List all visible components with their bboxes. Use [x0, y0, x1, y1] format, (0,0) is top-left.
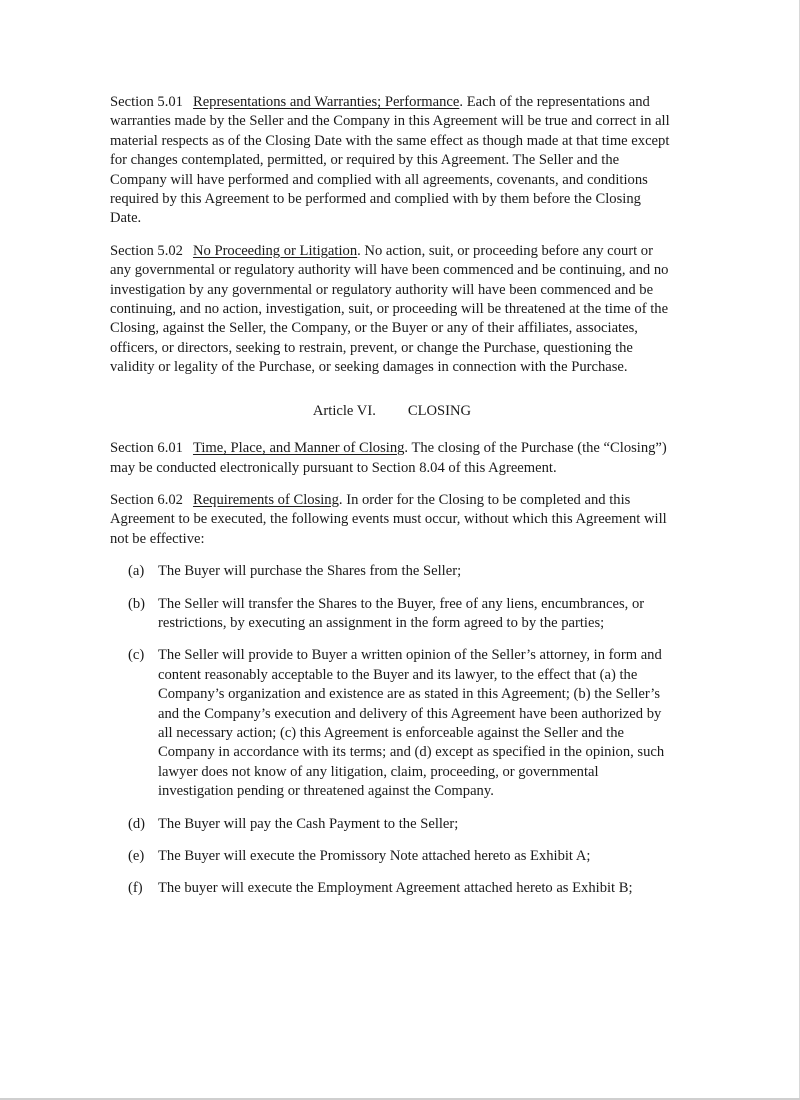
- list-item: [128, 815, 674, 834]
- item-label: (d): [128, 815, 146, 832]
- list-item: [128, 562, 674, 581]
- item-text: The Buyer will purchase the Shares from the Seller;: [158, 563, 462, 580]
- list-item: [128, 646, 674, 801]
- section-number: Section 6.02: [110, 491, 183, 508]
- section-body: . Each of the representations and warranties made by the Seller and the Company in this Agreement will be true and correct in all material respects as of the Closing Date with the same effect as though made at that time except for changes contemplated, permitted, or required by this Agreement. The Seller and the Company will have performed and complied with all agreements, covenants, and conditions required by this Agreement to be performed and complied with by them before the Closing Date.: [110, 94, 670, 227]
- section-body: . No action, suit, or proceeding before any court or any governmental or regulatory authority will have been commenced and be continuing, and no investigation by any governmental or regulatory authority will have been commenced and be continuing, and no action, investigation, suit, or proceeding will be threatened at the time of the Closing, against the Seller, the Company, or the Buyer or any of their affiliates, associates, officers, or directors, seeking to restrain, prevent, or change the Purchase, questioning the validity or legality of the Purchase, or seeking damages in connection with the Purchase.: [110, 242, 669, 376]
- section-body: . In order for the Closing to be completed and this Agreement to be executed, the following events must occur, without which this Agreement will not be effective:: [110, 491, 667, 547]
- item-label: (e): [128, 848, 145, 864]
- section-5-02: [110, 242, 674, 378]
- section-number: Section 6.01: [110, 440, 183, 457]
- article-heading: [110, 402, 674, 421]
- item-label: (c): [128, 647, 145, 664]
- section-number: Section 5.02: [110, 242, 183, 259]
- document-page: [110, 93, 674, 912]
- section-title: Time, Place, and Manner of Closing: [192, 440, 405, 457]
- item-text: The Seller will provide to Buyer a written opinion of the Seller’s attorney, in form and content reasonably acceptable to the Buyer and its lawyer, to the effect that (a) the Company’s organization and existence are as stated in this Agreement; (b) the Seller’s and the Company’s execution and delivery of this Agreement have been authorized by all necessary action; (c) this Agreement is enforceable against the Seller and the Company in accordance with its terms; and (d) except as specified in the opinion, such lawyer does not know of any litigation, claim, proceeding, or governmental investigation pending or threatened against the Company.: [158, 647, 665, 800]
- item-text: The Buyer will pay the Cash Payment to the Seller;: [158, 815, 459, 832]
- item-text: The Buyer will execute the Promissory Note attached hereto as Exhibit A;: [158, 848, 591, 864]
- list-item: [128, 879, 674, 898]
- section-number: Section 5.01: [110, 94, 183, 110]
- item-text: The Seller will transfer the Shares to the Buyer, free of any liens, encumbrances, or restrictions, by executing an assignment in the form agreed to by the parties;: [158, 595, 645, 631]
- item-label: (f): [128, 880, 143, 897]
- section-5-01: [110, 93, 674, 229]
- item-label: (b): [128, 595, 146, 612]
- section-6-02: [110, 491, 674, 549]
- item-label: (a): [128, 563, 145, 580]
- section-title: No Proceeding or Litigation: [192, 242, 358, 259]
- section-title: Representations and Warranties; Performance: [192, 94, 460, 110]
- item-text: The buyer will execute the Employment Agreement attached hereto as Exhibit B;: [158, 880, 633, 897]
- closing-requirements-list: [110, 562, 674, 899]
- article-title: CLOSING: [407, 402, 472, 419]
- section-title: Requirements of Closing: [192, 491, 339, 508]
- article-label: Article VI.: [312, 402, 376, 419]
- section-body: . The closing of the Purchase (the “Closing”) may be conducted electronically pursuant to Section 8.04 of this Agreement.: [110, 440, 667, 476]
- list-item: [128, 595, 674, 634]
- section-6-01: [110, 439, 674, 478]
- list-item: [128, 847, 674, 866]
